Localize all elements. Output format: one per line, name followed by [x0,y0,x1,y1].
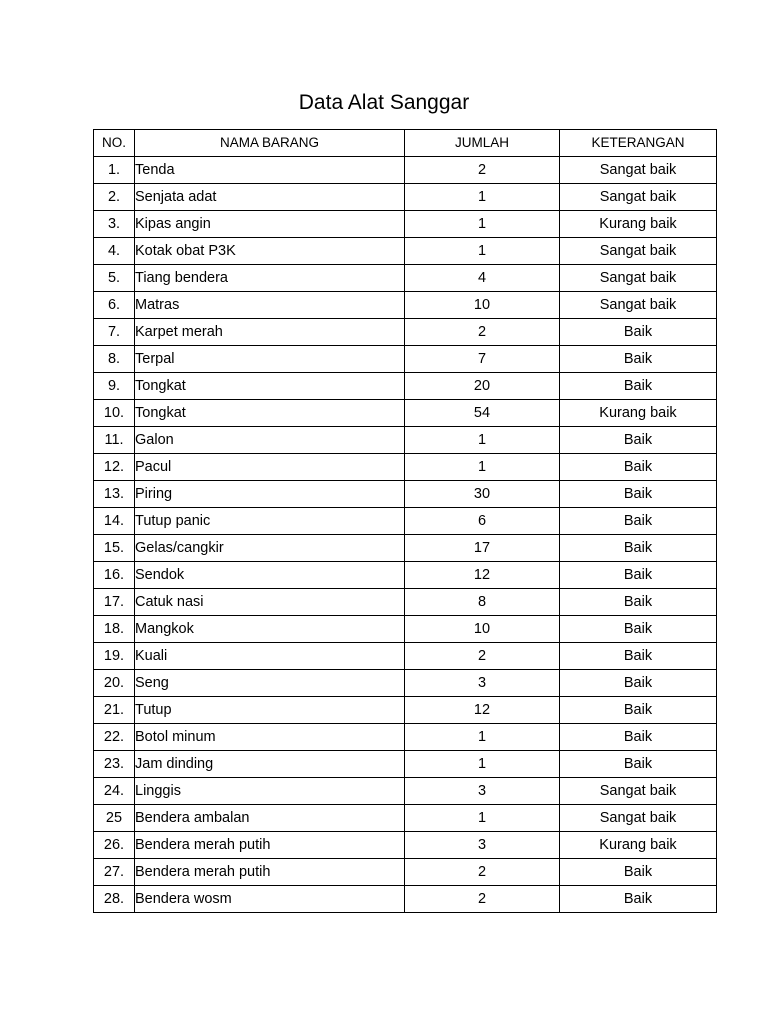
item-name: Tongkat [135,400,405,427]
item-condition: Sangat baik [560,184,717,211]
item-quantity: 12 [405,697,560,724]
item-name: Karpet merah [135,319,405,346]
item-name: Jam dinding [135,751,405,778]
item-condition: Baik [560,454,717,481]
item-name: Kipas angin [135,211,405,238]
row-number: 26. [94,832,135,859]
item-condition: Kurang baik [560,400,717,427]
table-row [94,292,717,319]
item-name: Catuk nasi [135,589,405,616]
table-row [94,481,717,508]
item-name: Mangkok [135,616,405,643]
item-condition: Kurang baik [560,211,717,238]
item-condition: Kurang baik [560,832,717,859]
inventory-table [93,129,717,913]
document-title: Data Alat Sanggar [298,91,470,114]
item-quantity: 8 [405,589,560,616]
header-jumlah: JUMLAH [405,130,560,157]
item-condition: Baik [560,373,717,400]
item-name: Sendok [135,562,405,589]
item-quantity: 10 [405,292,560,319]
row-number: 14. [94,508,135,535]
item-condition: Baik [560,724,717,751]
item-quantity: 1 [405,184,560,211]
table-row [94,319,717,346]
item-condition: Baik [560,508,717,535]
item-name: Matras [135,292,405,319]
table-row [94,643,717,670]
item-condition: Baik [560,319,717,346]
row-number: 3. [94,211,135,238]
item-quantity: 2 [405,643,560,670]
item-condition: Baik [560,859,717,886]
header-no: NO. [94,130,135,157]
item-condition: Sangat baik [560,238,717,265]
item-name: Tongkat [135,373,405,400]
table-row [94,157,717,184]
item-quantity: 2 [405,859,560,886]
table-row [94,778,717,805]
table-header [94,130,717,157]
item-name: Bendera merah putih [135,859,405,886]
item-quantity: 2 [405,157,560,184]
item-condition: Baik [560,751,717,778]
item-quantity: 4 [405,265,560,292]
item-name: Bendera ambalan [135,805,405,832]
row-number: 13. [94,481,135,508]
item-quantity: 1 [405,751,560,778]
table-row [94,724,717,751]
row-number: 15. [94,535,135,562]
table-row [94,670,717,697]
table-row [94,400,717,427]
item-condition: Sangat baik [560,805,717,832]
item-condition: Baik [560,643,717,670]
item-name: Piring [135,481,405,508]
item-condition: Sangat baik [560,292,717,319]
row-number: 24. [94,778,135,805]
row-number: 5. [94,265,135,292]
row-number: 2. [94,184,135,211]
item-quantity: 1 [405,724,560,751]
item-quantity: 30 [405,481,560,508]
item-name: Senjata adat [135,184,405,211]
item-name: Tutup panic [135,508,405,535]
item-quantity: 20 [405,373,560,400]
table-row [94,886,717,913]
row-number: 16. [94,562,135,589]
table-row [94,427,717,454]
table-row [94,832,717,859]
item-condition: Baik [560,562,717,589]
item-name: Kotak obat P3K [135,238,405,265]
item-condition: Baik [560,616,717,643]
row-number: 11. [94,427,135,454]
table-row [94,535,717,562]
item-condition: Baik [560,670,717,697]
row-number: 4. [94,238,135,265]
row-number: 17. [94,589,135,616]
item-name: Gelas/cangkir [135,535,405,562]
row-number: 10. [94,400,135,427]
item-name: Pacul [135,454,405,481]
table-row [94,589,717,616]
header-keterangan: KETERANGAN [560,130,717,157]
item-name: Galon [135,427,405,454]
item-name: Terpal [135,346,405,373]
item-quantity: 3 [405,670,560,697]
item-condition: Baik [560,346,717,373]
table-row [94,508,717,535]
row-number: 6. [94,292,135,319]
item-condition: Baik [560,427,717,454]
row-number: 18. [94,616,135,643]
item-quantity: 1 [405,454,560,481]
table-row [94,238,717,265]
item-quantity: 2 [405,319,560,346]
table-row [94,751,717,778]
item-name: Tutup [135,697,405,724]
item-quantity: 12 [405,562,560,589]
header-row [94,130,717,157]
item-quantity: 1 [405,805,560,832]
table-row [94,346,717,373]
item-quantity: 2 [405,886,560,913]
row-number: 23. [94,751,135,778]
row-number: 7. [94,319,135,346]
table-row [94,616,717,643]
item-quantity: 3 [405,832,560,859]
item-condition: Baik [560,697,717,724]
item-quantity: 17 [405,535,560,562]
item-quantity: 1 [405,238,560,265]
table-row [94,373,717,400]
item-quantity: 1 [405,211,560,238]
table-row [94,454,717,481]
row-number: 21. [94,697,135,724]
item-name: Tenda [135,157,405,184]
row-number: 27. [94,859,135,886]
row-number: 12. [94,454,135,481]
item-condition: Baik [560,535,717,562]
table-row [94,697,717,724]
item-name: Tiang bendera [135,265,405,292]
row-number: 19. [94,643,135,670]
item-condition: Baik [560,886,717,913]
table-row [94,562,717,589]
item-condition: Baik [560,589,717,616]
header-name: NAMA BARANG [135,130,405,157]
row-number: 28. [94,886,135,913]
item-condition: Sangat baik [560,778,717,805]
item-quantity: 6 [405,508,560,535]
item-condition: Baik [560,481,717,508]
item-name: Kuali [135,643,405,670]
table-row [94,805,717,832]
row-number: 8. [94,346,135,373]
item-quantity: 1 [405,427,560,454]
item-name: Botol minum [135,724,405,751]
row-number: 1. [94,157,135,184]
row-number: 20. [94,670,135,697]
row-number: 9. [94,373,135,400]
table-row [94,265,717,292]
item-quantity: 54 [405,400,560,427]
row-number: 22. [94,724,135,751]
table-body [94,157,717,913]
item-quantity: 3 [405,778,560,805]
item-condition: Sangat baik [560,157,717,184]
table-row [94,184,717,211]
item-name: Bendera merah putih [135,832,405,859]
row-number: 25 [94,805,135,832]
item-name: Seng [135,670,405,697]
item-quantity: 7 [405,346,560,373]
item-name: Bendera wosm [135,886,405,913]
table-row [94,211,717,238]
item-condition: Sangat baik [560,265,717,292]
item-quantity: 10 [405,616,560,643]
item-name: Linggis [135,778,405,805]
table-row [94,859,717,886]
